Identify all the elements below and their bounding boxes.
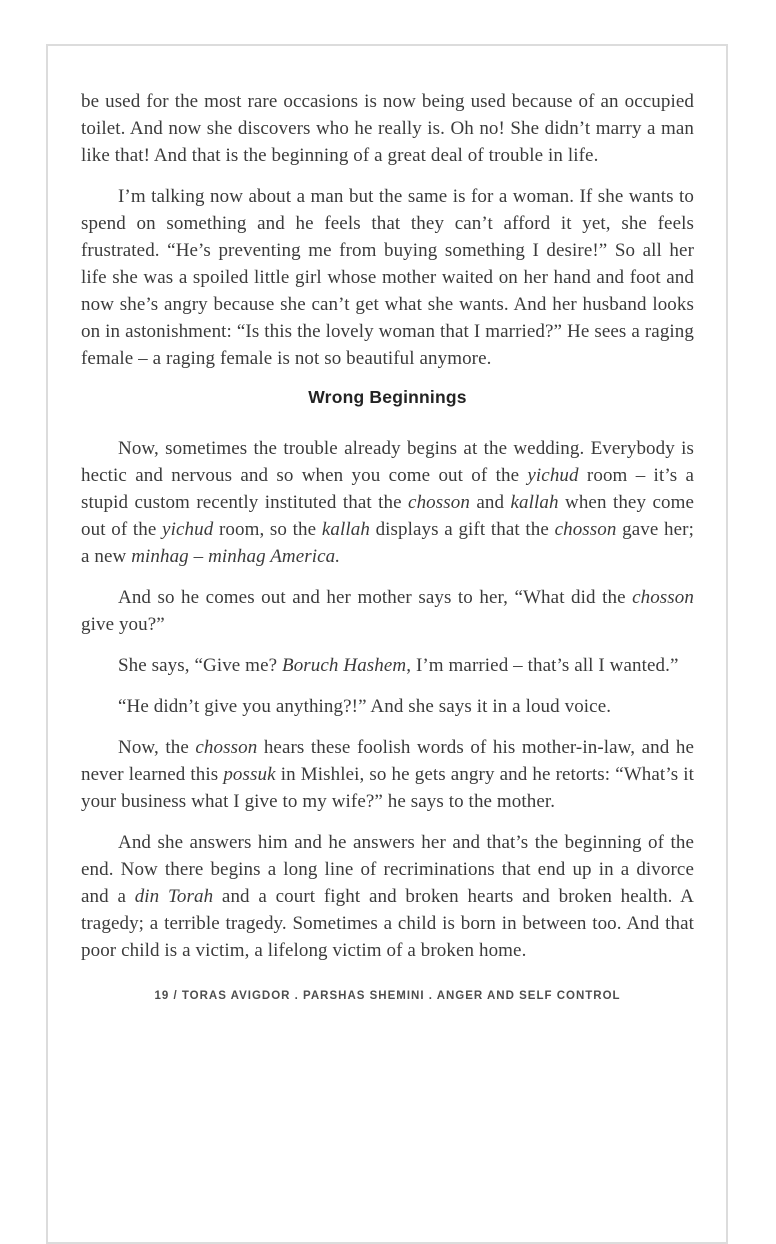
text-segment: And so he comes out and her mother says to her, “What did the: [118, 587, 633, 608]
italic-text-segment: kallah: [510, 492, 559, 513]
text-segment: in Mishlei, so he gets angry and he retorts: “What’s it your business what I give to my wife?” he says to the mother.: [81, 764, 694, 812]
text-segment: room – it’s a stupid custom recently instituted that the: [81, 465, 694, 513]
text-segment: , I’m married – that’s all I wanted.”: [406, 655, 679, 676]
italic-text-segment: Boruch Hashem: [281, 655, 407, 676]
italic-text-segment: chosson: [408, 492, 470, 513]
text-segment: I’m talking now about a man but the same is for a woman. If she wants to spend on something and he feels that they can’t afford it yet, she feels frustrated. “He’s preventing me from buying something I desire!” So all her life she was a spoiled little girl whose mother waited on her hand and foot and now she’s angry because she can’t get what she wants. And her husband looks on in astonishment: “Is this the lovely woman that I married?” He sees a raging female – a raging female is not so beautiful anymore.: [81, 186, 694, 369]
italic-text-segment: yichud: [162, 519, 214, 540]
italic-text-segment: kallah: [321, 519, 370, 540]
page-footer-text: 19 / TORAS AVIGDOR . PARSHAS SHEMINI . ANGER AND SELF CONTROL: [154, 990, 621, 1002]
paragraph: [81, 435, 694, 570]
italic-text-segment: chosson: [554, 519, 617, 540]
paragraph: [81, 829, 694, 964]
text-segment: be used for the most rare occasions is now being used because of an occupied toilet. And now she discovers who he really is. Oh no! She didn’t marry a man like that! And that is the beginning of a great deal of trouble in life.: [81, 91, 694, 166]
text-segment: and a court fight and broken hearts and broken health. A tragedy; a terrible tragedy. Sometimes a child is born in between too. And that poor child is a victim, a lifelong victim of a broken home.: [81, 886, 694, 961]
text-segment: Now, sometimes the trouble already begins at the wedding. Everybody is hectic and nervous and so when you come out of the: [81, 438, 694, 486]
document-body: [81, 88, 694, 964]
italic-text-segment: chosson: [632, 587, 694, 608]
italic-text-segment: possuk: [223, 764, 276, 785]
text-segment: displays a gift that the: [369, 519, 555, 540]
paragraph: [81, 693, 694, 720]
paragraph: [81, 88, 694, 169]
text-segment: She says, “Give me?: [118, 655, 282, 676]
page-footer: [81, 990, 694, 1002]
italic-text-segment: yichud: [527, 465, 579, 486]
paragraph: [81, 183, 694, 372]
text-segment: room, so the: [213, 519, 322, 540]
text-segment: when they come out of the: [81, 492, 694, 540]
section-heading: Wrong Beginnings: [308, 387, 467, 407]
text-segment: and: [469, 492, 511, 513]
document-page: [46, 44, 728, 1244]
italic-text-segment: minhag – minhag America.: [131, 546, 341, 567]
text-segment: Now, the: [118, 737, 196, 758]
paragraph: [81, 584, 694, 638]
text-segment: gave her; a new: [81, 519, 694, 567]
paragraph: [81, 734, 694, 815]
text-segment: “He didn’t give you anything?!” And she says it in a loud voice.: [118, 696, 612, 717]
text-segment: hears these foolish words of his mother-in-law, and he never learned this: [81, 737, 694, 785]
paragraph: [81, 652, 694, 679]
text-segment: And she answers him and he answers her and that’s the beginning of the end. Now there begins a long line of recriminations that end up in a divorce and a: [81, 832, 694, 907]
text-segment: give you?”: [81, 614, 165, 635]
italic-text-segment: chosson: [195, 737, 258, 758]
italic-text-segment: din Torah: [134, 886, 214, 907]
